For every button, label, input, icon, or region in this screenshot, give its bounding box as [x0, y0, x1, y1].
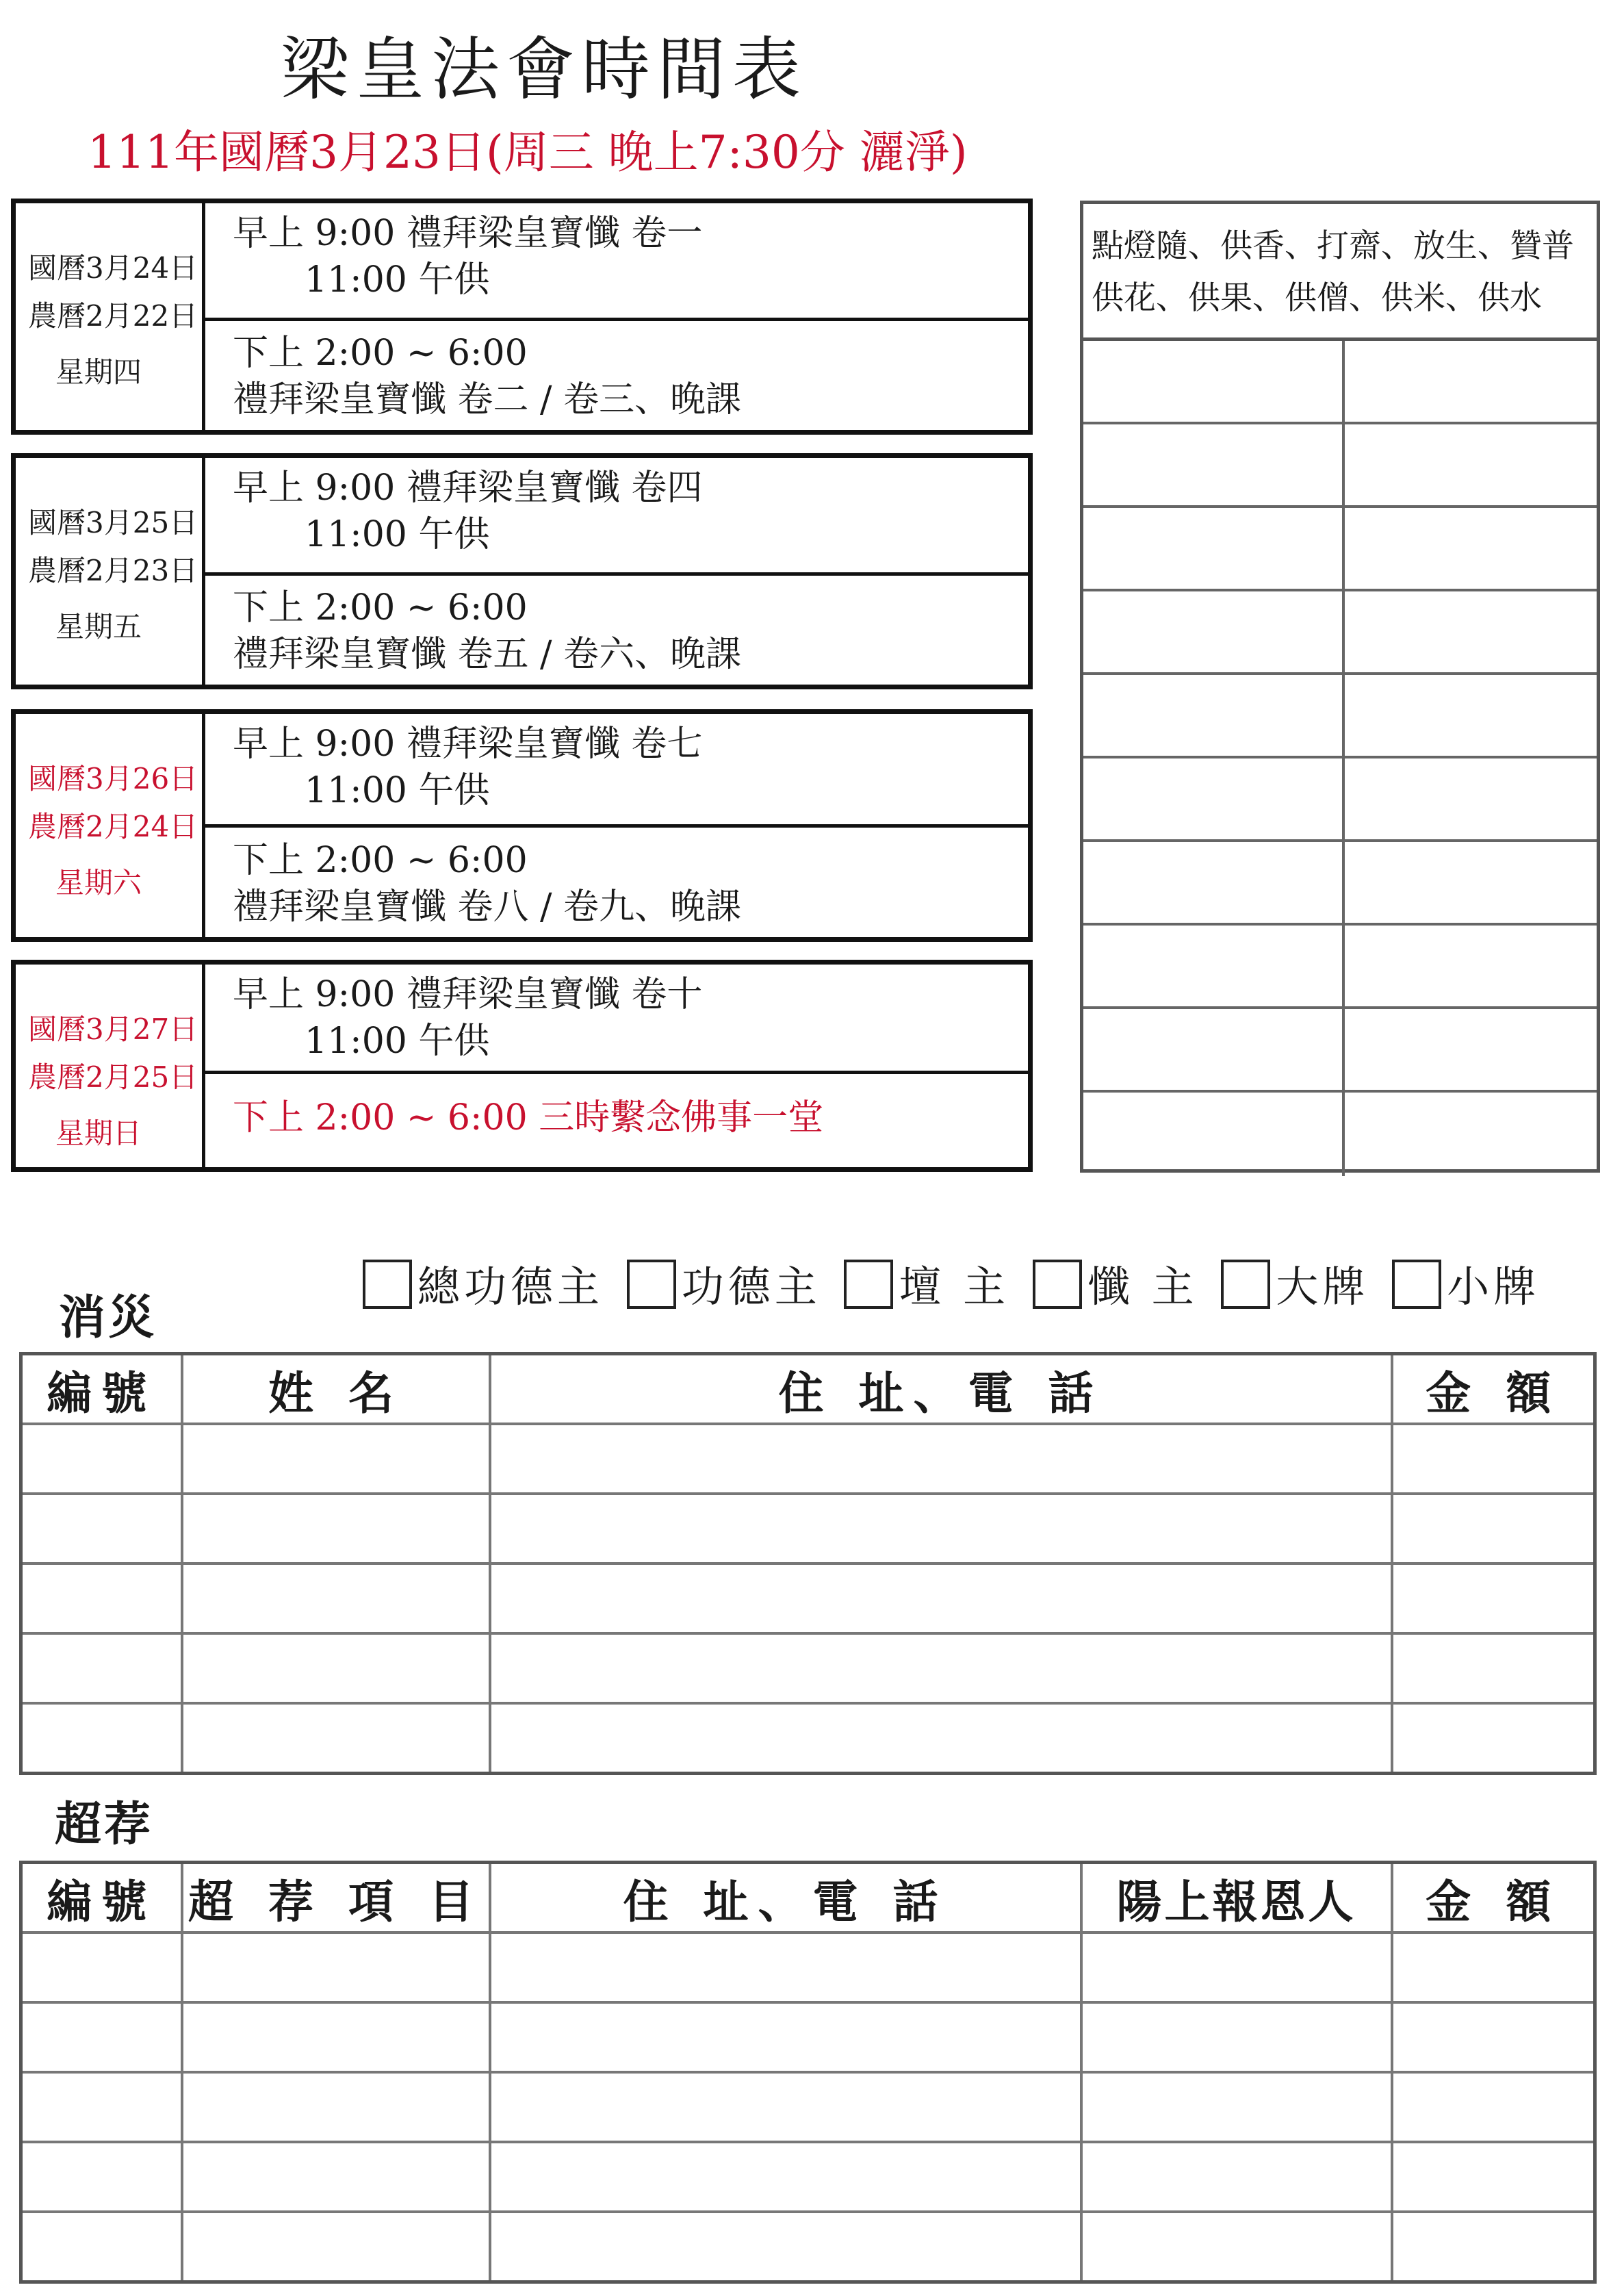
form-cell[interactable] [182, 2072, 490, 2142]
form-cell[interactable] [1081, 2142, 1392, 2212]
checkbox-label: 大牌 [1276, 1261, 1369, 1312]
form-cell[interactable] [490, 2072, 1081, 2142]
afternoon-session [205, 575, 1028, 685]
solar-date: 國曆3月24日 [28, 251, 198, 285]
checkbox-option[interactable] [1221, 1253, 1369, 1318]
offerings-cell[interactable] [1342, 341, 1597, 422]
lunar-date: 農曆2月25日 [28, 1060, 198, 1094]
form-cell[interactable] [1081, 1933, 1392, 2002]
checkbox[interactable] [844, 1260, 893, 1309]
offerings-cell[interactable] [1083, 508, 1345, 589]
solar-date: 國曆3月27日 [28, 1012, 198, 1046]
morning-session [205, 714, 1028, 828]
column-header-deliverance-item: 超 荐 項 目 [182, 1863, 490, 1933]
column-header-address-phone: 住 址、電 話 [490, 1863, 1081, 1933]
checkbox[interactable] [1392, 1260, 1441, 1309]
form-cell[interactable] [1392, 1703, 1595, 1774]
offerings-cell[interactable] [1342, 591, 1597, 672]
offerings-cell[interactable] [1083, 1093, 1345, 1176]
table-row [21, 1933, 1595, 2002]
table-row [21, 2142, 1595, 2212]
lunar-date: 農曆2月22日 [28, 299, 198, 333]
checkbox-label: 總功德主 [417, 1261, 604, 1312]
section-label-disaster: 消災 [59, 1290, 158, 1345]
form-cell[interactable] [21, 1564, 182, 1633]
column-header-number: 編號 [21, 1354, 182, 1425]
form-cell[interactable] [490, 1933, 1081, 2002]
checkbox-option[interactable] [1033, 1253, 1198, 1318]
table-row [21, 1564, 1595, 1633]
form-cell[interactable] [1392, 1494, 1595, 1564]
solar-date: 國曆3月25日 [28, 506, 198, 539]
offerings-row [1083, 341, 1597, 424]
form-cell[interactable] [1392, 2142, 1595, 2212]
morning-line: 早上 9:00 禮拜梁皇寶懺 卷一 [233, 213, 703, 254]
schedule-day-1 [11, 199, 1033, 435]
section-label-deliverance: 超荐 [55, 1797, 154, 1852]
schedule-day-3 [11, 709, 1033, 942]
column-header-number: 編號 [21, 1863, 182, 1933]
offerings-row [1083, 758, 1597, 842]
offerings-cell[interactable] [1083, 1009, 1345, 1090]
form-cell[interactable] [182, 2002, 490, 2072]
weekday: 星期六 [55, 866, 142, 900]
offerings-row [1083, 508, 1597, 591]
offerings-row [1083, 926, 1597, 1009]
table-row [21, 2072, 1595, 2142]
offerings-cell[interactable] [1342, 424, 1597, 505]
table-row [21, 2002, 1595, 2072]
column-header-address-phone: 住 址、電 話 [490, 1354, 1392, 1425]
offerings-row [1083, 424, 1597, 508]
form-cell[interactable] [1392, 1633, 1595, 1703]
form-cell[interactable] [21, 1494, 182, 1564]
form-cell[interactable] [182, 1703, 490, 1774]
form-cell[interactable] [21, 1933, 182, 2002]
form-cell[interactable] [21, 1424, 182, 1494]
offerings-cell[interactable] [1342, 758, 1597, 839]
form-cell[interactable] [182, 1633, 490, 1703]
morning-session [205, 458, 1028, 576]
form-cell[interactable] [21, 2072, 182, 2142]
form-cell[interactable] [21, 2212, 182, 2282]
lunar-date: 農曆2月23日 [28, 554, 198, 587]
column-header-amount: 金 額 [1392, 1863, 1595, 1933]
checkbox[interactable] [627, 1260, 676, 1309]
table-row [21, 2212, 1595, 2282]
deliverance-form [19, 1861, 1597, 2284]
column-header-living-relative: 陽上報恩人 [1081, 1863, 1392, 1933]
afternoon-detail: 禮拜梁皇寶懺 卷二 / 卷三、晚課 [233, 379, 742, 420]
form-cell[interactable] [490, 1494, 1392, 1564]
table-row [21, 1633, 1595, 1703]
morning-line: 早上 9:00 禮拜梁皇寶懺 卷十 [233, 974, 703, 1015]
offerings-cell[interactable] [1083, 341, 1345, 422]
checkbox-label: 懺 主 [1087, 1261, 1198, 1312]
checkbox-option[interactable] [844, 1253, 1009, 1318]
offerings-header [1083, 204, 1597, 341]
offerings-row [1083, 1009, 1597, 1093]
checkbox-label: 小牌 [1447, 1261, 1541, 1312]
disaster-relief-form [19, 1352, 1597, 1775]
offerings-cell[interactable] [1342, 1093, 1597, 1176]
table-header-row [21, 1354, 1595, 1425]
offerings-cell[interactable] [1342, 508, 1597, 589]
checkbox-label: 功德主 [681, 1261, 821, 1312]
form-cell[interactable] [490, 2142, 1081, 2212]
checkbox[interactable] [1221, 1260, 1270, 1309]
form-cell[interactable] [1081, 2072, 1392, 2142]
sponsor-type-checkboxes [363, 1253, 1549, 1314]
weekday: 星期四 [55, 355, 142, 389]
offerings-row [1083, 591, 1597, 675]
offerings-cell[interactable] [1083, 842, 1345, 923]
schedule-day-4 [11, 960, 1033, 1172]
solar-date: 國曆3月26日 [28, 762, 198, 795]
day-date-cell [16, 714, 205, 937]
form-cell[interactable] [1392, 2002, 1595, 2072]
offerings-cell[interactable] [1083, 591, 1345, 672]
weekday: 星期日 [55, 1117, 142, 1150]
form-cell[interactable] [21, 1703, 182, 1774]
offerings-cell[interactable] [1342, 926, 1597, 1006]
afternoon-session [205, 320, 1028, 430]
column-header-amount: 金 額 [1392, 1354, 1595, 1425]
noon-offering-line: 11:00 午供 [305, 1021, 490, 1062]
weekday: 星期五 [55, 610, 142, 643]
schedule-day-2 [11, 453, 1033, 689]
form-cell[interactable] [490, 1424, 1392, 1494]
afternoon-detail: 禮拜梁皇寶懺 卷八 / 卷九、晚課 [233, 886, 742, 928]
form-cell[interactable] [182, 2212, 490, 2282]
checkbox[interactable] [363, 1260, 412, 1309]
form-cell[interactable] [1081, 2212, 1392, 2282]
noon-offering-line: 11:00 午供 [305, 770, 490, 811]
morning-session [205, 965, 1028, 1074]
afternoon-time: 下上 2:00 ~ 6:00 [233, 587, 528, 628]
form-cell[interactable] [182, 1564, 490, 1633]
form-cell[interactable] [490, 1703, 1392, 1774]
noon-offering-line: 11:00 午供 [305, 514, 490, 555]
form-cell[interactable] [490, 1564, 1392, 1633]
page-title: 梁皇法會時間表 [281, 29, 808, 110]
morning-line: 早上 9:00 禮拜梁皇寶懺 卷四 [233, 468, 703, 509]
offerings-cell[interactable] [1342, 675, 1597, 756]
morning-session [205, 203, 1028, 321]
table-row [21, 1424, 1595, 1494]
form-cell[interactable] [182, 1494, 490, 1564]
offerings-cell[interactable] [1083, 758, 1345, 839]
afternoon-time: 下上 2:00 ~ 6:00 三時繫念佛事一堂 [233, 1097, 824, 1138]
checkbox-option[interactable] [627, 1253, 821, 1318]
form-cell[interactable] [1392, 1424, 1595, 1494]
table-row [21, 1494, 1595, 1564]
noon-offering-line: 11:00 午供 [305, 259, 490, 301]
lunar-date: 農曆2月24日 [28, 810, 198, 843]
morning-line: 早上 9:00 禮拜梁皇寶懺 卷七 [233, 724, 703, 765]
afternoon-time: 下上 2:00 ~ 6:00 [233, 333, 528, 374]
offerings-cell[interactable] [1083, 424, 1345, 505]
form-cell[interactable] [490, 1633, 1392, 1703]
afternoon-time: 下上 2:00 ~ 6:00 [233, 840, 528, 881]
form-cell[interactable] [21, 1633, 182, 1703]
checkbox-option[interactable] [1392, 1253, 1540, 1318]
column-header-name: 姓 名 [182, 1354, 490, 1425]
offerings-line-2: 供花、供果、供僧、供米、供水 [1092, 279, 1542, 317]
checkbox-option[interactable] [363, 1253, 604, 1318]
form-cell[interactable] [1392, 2072, 1595, 2142]
offerings-line-1: 點燈隨、供香、打齋、放生、贊普 [1092, 227, 1574, 265]
day-date-cell [16, 965, 205, 1167]
day-date-cell [16, 458, 205, 685]
form-cell[interactable] [21, 2142, 182, 2212]
offerings-grid [1080, 201, 1600, 1173]
form-cell[interactable] [1392, 1564, 1595, 1633]
form-cell[interactable] [490, 2212, 1081, 2282]
offerings-cell[interactable] [1083, 926, 1345, 1006]
form-cell[interactable] [1392, 2212, 1595, 2282]
afternoon-session [205, 828, 1028, 937]
day-date-cell [16, 203, 205, 430]
page-subtitle: 111年國曆3月23日(周三 晚上7:30分 灑淨) [88, 126, 968, 179]
form-cell[interactable] [182, 1424, 490, 1494]
form-cell[interactable] [1081, 2002, 1392, 2072]
offerings-row [1083, 1093, 1597, 1176]
form-cell[interactable] [1392, 1933, 1595, 2002]
afternoon-detail: 禮拜梁皇寶懺 卷五 / 卷六、晚課 [233, 634, 742, 675]
afternoon-session [205, 1074, 1028, 1167]
offerings-cell[interactable] [1083, 675, 1345, 756]
form-cell[interactable] [182, 1933, 490, 2002]
offerings-row [1083, 842, 1597, 926]
offerings-row [1083, 675, 1597, 758]
table-row [21, 1703, 1595, 1774]
form-cell[interactable] [182, 2142, 490, 2212]
form-cell[interactable] [21, 2002, 182, 2072]
checkbox[interactable] [1033, 1260, 1082, 1309]
offerings-cell[interactable] [1342, 1009, 1597, 1090]
form-cell[interactable] [490, 2002, 1081, 2072]
offerings-cell[interactable] [1342, 842, 1597, 923]
checkbox-label: 壇 主 [899, 1261, 1010, 1312]
table-header-row [21, 1863, 1595, 1933]
